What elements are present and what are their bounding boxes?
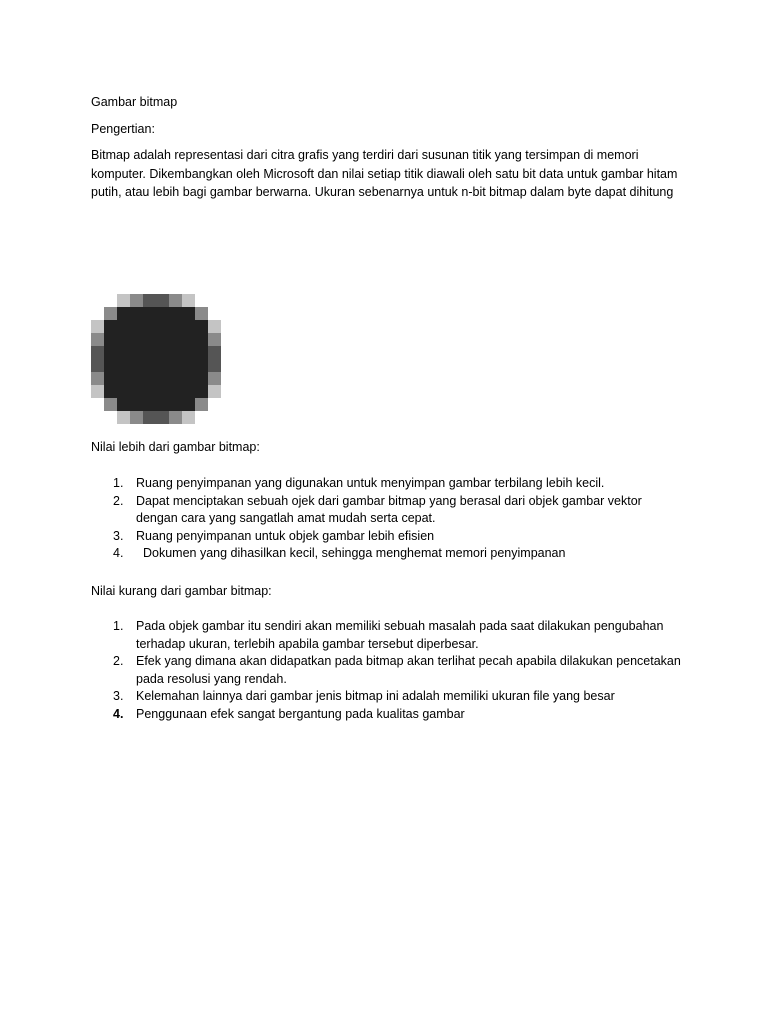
bitmap-pixel xyxy=(117,411,130,424)
bitmap-pixel xyxy=(143,346,156,359)
bitmap-pixel xyxy=(143,411,156,424)
list-item xyxy=(91,653,681,688)
bitmap-pixel xyxy=(130,411,143,424)
bitmap-pixel xyxy=(182,346,195,359)
list-item xyxy=(91,545,681,563)
bitmap-pixel xyxy=(169,307,182,320)
bitmap-pixel xyxy=(156,346,169,359)
bitmap-pixel xyxy=(156,385,169,398)
bitmap-pixel xyxy=(195,346,208,359)
bitmap-pixel xyxy=(169,411,182,424)
bitmap-pixel xyxy=(156,333,169,346)
bitmap-circle-image xyxy=(91,294,221,424)
bitmap-pixel xyxy=(130,385,143,398)
bitmap-pixel xyxy=(104,294,117,307)
bitmap-pixel xyxy=(117,346,130,359)
list-item-text: Ruang penyimpanan yang digunakan untuk menyimpan gambar terbilang lebih kecil. xyxy=(136,476,605,490)
bitmap-pixel xyxy=(104,398,117,411)
list-item-text: Dokumen yang dihasilkan kecil, sehingga menghemat memori penyimpanan xyxy=(143,546,566,560)
bitmap-pixel xyxy=(117,398,130,411)
list-item-number: 2. xyxy=(113,493,124,508)
bitmap-pixel xyxy=(91,385,104,398)
list-item-text: Dapat menciptakan sebuah ojek dari gambar bitmap yang berasal dari objek gambar vektor dengan cara yang sangatlah amat mudah serta cepat. xyxy=(136,493,642,525)
bitmap-pixel xyxy=(182,398,195,411)
definition-paragraph: Bitmap adalah representasi dari citra grafis yang terdiri dari susunan titik yang tersimpan di memori komputer. Dikembangkan oleh Microsoft dan nilai setiap titik diawali oleh satu bit data untuk gambar hitam putih, atau lebih bagi gambar berwarna. Ukuran sebenarnya untuk n-bit bitmap dalam byte dapat dihitung xyxy=(91,148,678,199)
bitmap-pixel xyxy=(169,346,182,359)
bitmap-pixel xyxy=(156,372,169,385)
bitmap-pixel xyxy=(156,398,169,411)
bitmap-pixel xyxy=(208,320,221,333)
bitmap-pixel xyxy=(117,320,130,333)
bitmap-pixel xyxy=(156,411,169,424)
bitmap-pixel xyxy=(195,307,208,320)
list-item-text: Pada objek gambar itu sendiri akan memiliki sebuah masalah pada saat dilakukan pengubahan terhadap ukuran, terlebih apabila gambar tersebut diperbesar. xyxy=(136,619,664,651)
bitmap-pixel xyxy=(208,398,221,411)
bitmap-pixel xyxy=(104,372,117,385)
bitmap-pixel xyxy=(156,359,169,372)
list-item-number: 3. xyxy=(113,528,124,543)
intro-section xyxy=(91,93,691,202)
list-item-number: 4. xyxy=(113,706,124,721)
bitmap-pixel xyxy=(182,294,195,307)
bitmap-pixel xyxy=(130,320,143,333)
bitmap-pixel xyxy=(195,411,208,424)
bitmap-pixel xyxy=(156,294,169,307)
bitmap-pixel xyxy=(169,294,182,307)
list-item xyxy=(91,618,681,653)
bitmap-pixel xyxy=(117,385,130,398)
bitmap-pixel xyxy=(91,333,104,346)
bitmap-pixel xyxy=(130,372,143,385)
disadvantages-heading: Nilai kurang dari gambar bitmap: xyxy=(91,584,272,598)
bitmap-pixel xyxy=(130,359,143,372)
bitmap-pixel xyxy=(104,359,117,372)
bitmap-pixel xyxy=(156,320,169,333)
bitmap-pixel xyxy=(195,294,208,307)
bitmap-pixel xyxy=(195,333,208,346)
bitmap-pixel xyxy=(91,294,104,307)
bitmap-pixel xyxy=(104,320,117,333)
bitmap-pixel xyxy=(169,372,182,385)
bitmap-pixel xyxy=(143,398,156,411)
bitmap-pixel xyxy=(182,411,195,424)
bitmap-pixel xyxy=(182,385,195,398)
bitmap-pixel xyxy=(117,294,130,307)
bitmap-pixel xyxy=(182,307,195,320)
bitmap-pixel xyxy=(208,333,221,346)
bitmap-pixel xyxy=(91,359,104,372)
bitmap-pixel xyxy=(143,333,156,346)
advantages-list xyxy=(91,475,681,563)
bitmap-pixel xyxy=(91,346,104,359)
bitmap-pixel xyxy=(104,333,117,346)
bitmap-pixel xyxy=(195,398,208,411)
bitmap-pixel xyxy=(143,294,156,307)
bitmap-pixel xyxy=(208,307,221,320)
bitmap-pixel xyxy=(143,307,156,320)
bitmap-pixel xyxy=(169,320,182,333)
bitmap-pixel xyxy=(169,385,182,398)
bitmap-pixel xyxy=(104,411,117,424)
bitmap-pixel xyxy=(208,372,221,385)
bitmap-pixel xyxy=(156,307,169,320)
list-item xyxy=(91,688,681,706)
bitmap-pixel xyxy=(208,411,221,424)
bitmap-pixel xyxy=(143,320,156,333)
bitmap-pixel xyxy=(208,346,221,359)
bitmap-pixel xyxy=(117,333,130,346)
bitmap-pixel xyxy=(169,359,182,372)
list-item-number: 2. xyxy=(113,654,124,668)
bitmap-pixel xyxy=(91,398,104,411)
bitmap-pixel xyxy=(104,307,117,320)
bitmap-pixel xyxy=(104,385,117,398)
bitmap-pixel xyxy=(130,346,143,359)
list-item-number: 1. xyxy=(113,476,124,490)
bitmap-pixel xyxy=(117,307,130,320)
list-item-number: 4. xyxy=(113,546,124,560)
bitmap-pixel xyxy=(195,372,208,385)
list-item xyxy=(91,493,681,528)
list-item-text: Ruang penyimpanan untuk objek gambar lebih efisien xyxy=(136,528,435,543)
list-item xyxy=(91,528,681,546)
bitmap-pixel xyxy=(143,359,156,372)
list-item-text: Kelemahan lainnya dari gambar jenis bitmap ini adalah memiliki ukuran file yang besar xyxy=(136,689,615,703)
bitmap-pixel xyxy=(195,359,208,372)
list-item-text: Efek yang dimana akan didapatkan pada bitmap akan terlihat pecah apabila dilakukan pencetakan pada resolusi yang rendah. xyxy=(136,654,681,686)
bitmap-pixel xyxy=(182,359,195,372)
bitmap-pixel-grid xyxy=(91,294,221,424)
list-item-number: 1. xyxy=(113,619,124,633)
list-item xyxy=(91,706,681,724)
bitmap-pixel xyxy=(91,372,104,385)
bitmap-pixel xyxy=(91,307,104,320)
document-title: Gambar bitmap xyxy=(91,95,178,109)
list-item xyxy=(91,475,681,493)
bitmap-pixel xyxy=(182,320,195,333)
bitmap-pixel xyxy=(130,333,143,346)
list-item-number: 3. xyxy=(113,689,124,703)
bitmap-pixel xyxy=(195,320,208,333)
bitmap-pixel xyxy=(169,333,182,346)
advantages-heading: Nilai lebih dari gambar bitmap: xyxy=(91,440,260,454)
bitmap-pixel xyxy=(182,372,195,385)
bitmap-pixel xyxy=(91,320,104,333)
bitmap-pixel xyxy=(208,294,221,307)
bitmap-pixel xyxy=(143,385,156,398)
list-item-text: Penggunaan efek sangat bergantung pada kualitas gambar xyxy=(136,706,465,721)
bitmap-pixel xyxy=(91,411,104,424)
definition-heading: Pengertian: xyxy=(91,121,155,136)
bitmap-pixel xyxy=(117,359,130,372)
bitmap-pixel xyxy=(130,398,143,411)
bitmap-pixel xyxy=(130,294,143,307)
bitmap-pixel xyxy=(104,346,117,359)
bitmap-pixel xyxy=(208,359,221,372)
bitmap-pixel xyxy=(130,307,143,320)
disadvantages-list xyxy=(91,618,681,723)
bitmap-pixel xyxy=(208,385,221,398)
bitmap-pixel xyxy=(143,372,156,385)
bitmap-pixel xyxy=(117,372,130,385)
bitmap-pixel xyxy=(169,398,182,411)
bitmap-pixel xyxy=(195,385,208,398)
bitmap-pixel xyxy=(182,333,195,346)
